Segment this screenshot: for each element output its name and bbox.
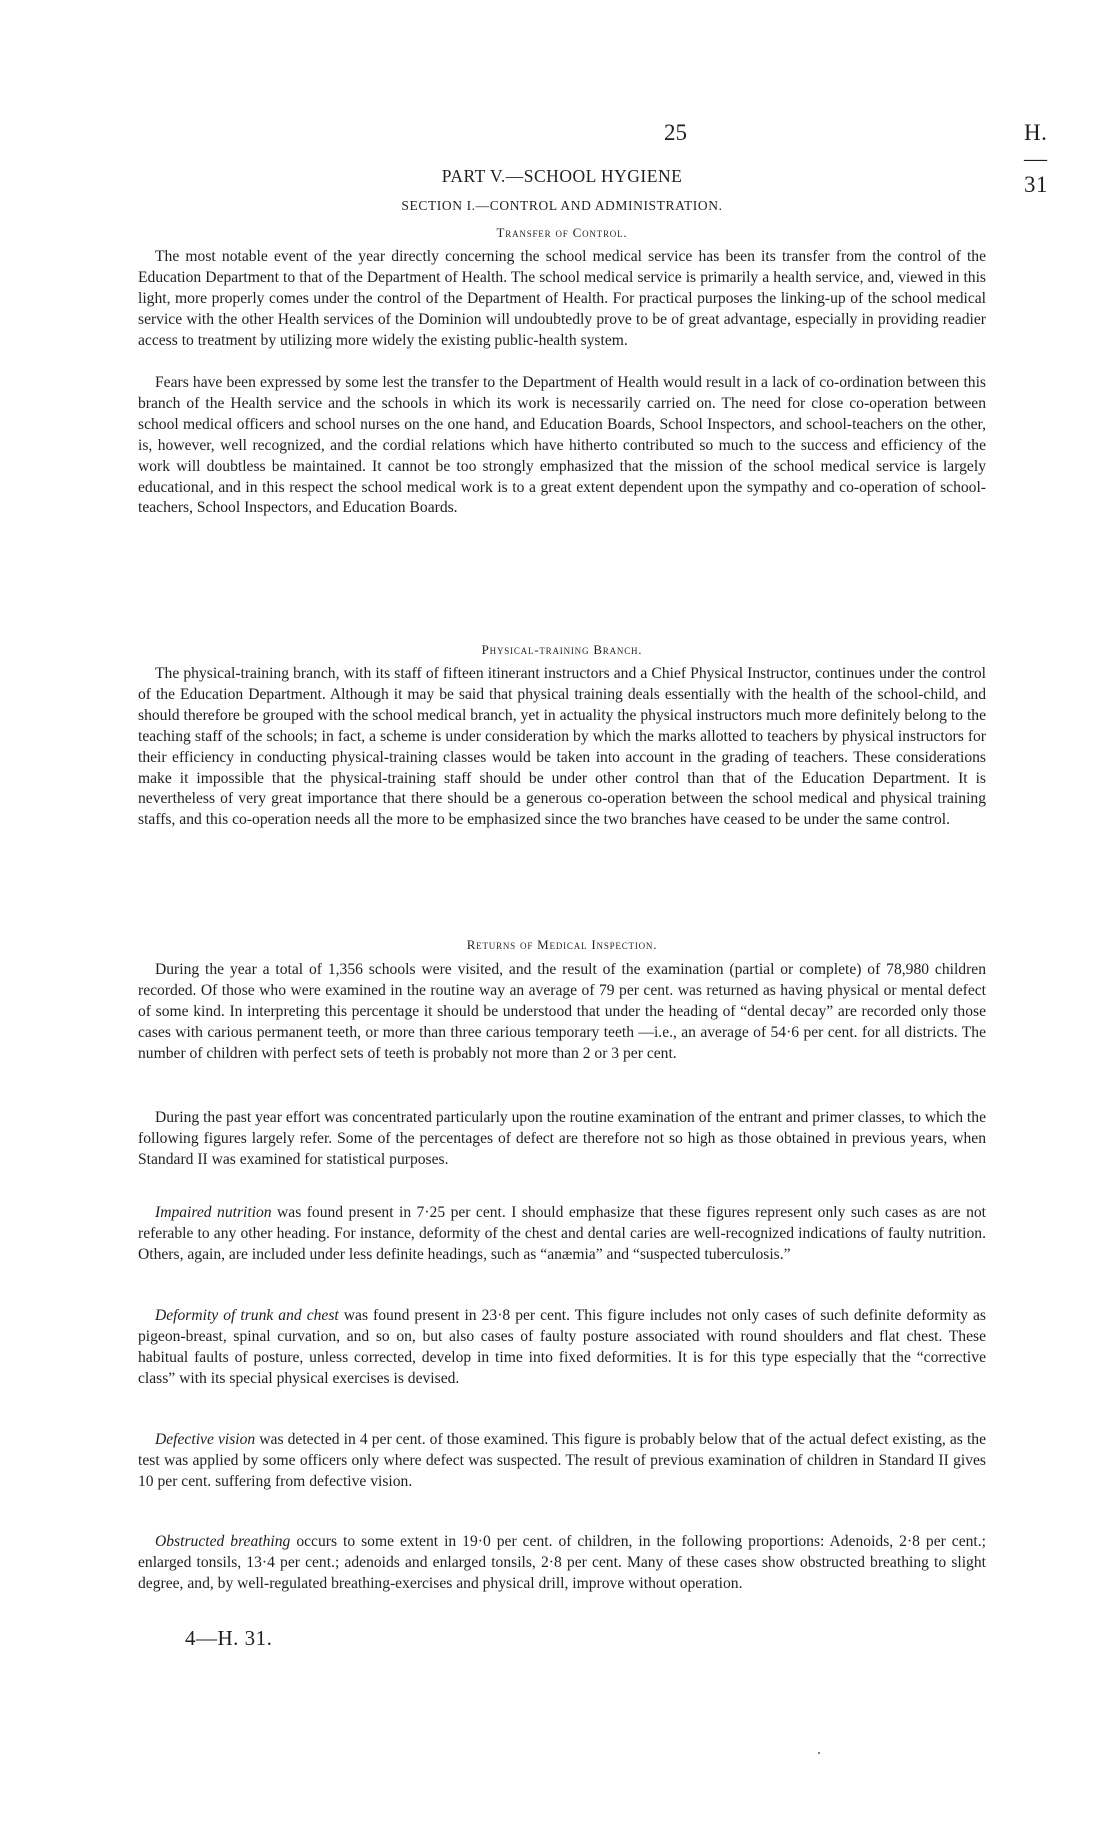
paragraph-impaired-nutrition: Impaired nutrition was found present in 7·25 per cent. I should emphasize that these figures represent only such cases as are not referable to any other heading. For instance, deformity of the chest and dental caries are well-recognized indications of faulty nutrition. Others, again, are included under less definite headings, such as “anæmia” and “suspected tuberculosis.”	[138, 1204, 986, 1263]
paragraph: During the year a total of 1,356 schools were visited, and the result of the examination (partial or complete) of 78,980 children recorded. Of those who were examined in the routine way an average of 79 per cent. was returned as having physical or mental defect of some kind. In interpreting this percentage it should be understood that under the heading of “dental decay” are recorded only those cases with carious permanent teeth, or more than three carious temporary teeth —i.e., an average of 54·6 per cent. for all districts. The number of children with perfect sets of teeth is probably not more than 2 or 3 per cent.	[138, 961, 986, 1062]
term-obstructed-breathing: Obstructed breathing	[155, 1533, 291, 1550]
paragraph: Fears have been expressed by some lest the transfer to the Department of Health would result in a lack of co-ordination between this branch of the Health service and the schools in which its work is necessarily carried on. The need for close co-operation between school medical officers and school nurses on the one hand, and Education Boards, School Inspectors, and school-teachers on the other, is, however, well recognized, and the cordial relations which have hitherto contributed so much to the success and efficiency of the work will doubtless be maintained. It cannot be too strongly emphasized that the mission of the school medical service is largely educational, and in this respect the school medical work is to a great extent dependent upon the sympathy and co-operation of school-teachers, School Inspectors, and Education Boards.	[138, 374, 986, 517]
paragraph-defective-vision: Defective vision was detected in 4 per cent. of those examined. This figure is probably below that of the actual defect existing, as the test was applied by some officers only where defect was suspected. The result of previous examination of children in Standard II gives 10 per cent. suffering from defective vision.	[138, 1431, 986, 1490]
part-title: PART V.—SCHOOL HYGIENE	[441, 166, 683, 186]
section-title: SECTION I.—CONTROL AND ADMINISTRATION.	[401, 198, 723, 213]
paragraph: The physical-training branch, with its staff of fifteen itinerant instructors and a Chief Physical Instructor, continues under the control of the Education Department. Although it may be said that physical training deals essentially with the health of the school-child, and should therefore be grouped with the school medical branch, yet in actuality the physical instructors much more definitely belong to the teaching staff of the schools; in fact, a scheme is under consideration by which the marks allotted to teachers by physical instructors for their efficiency in conducting physical-training classes would be taken into account in the grading of teachers. These considerations make it impossible that the physical-training staff should be under other control than that of the Education Department. It is nevertheless of very great importance that there should be a generous co-operation between the school medical and physical training staffs, and this co-operation needs all the more to be emphasized since the two branches have ceased to be under the same control.	[138, 665, 986, 829]
term-impaired-nutrition: Impaired nutrition	[155, 1204, 272, 1221]
page-number: 25	[664, 120, 687, 145]
subheading-returns-of-medical-inspection: Returns of Medical Inspection.	[466, 937, 658, 952]
subheading-physical-training-branch: Physical-training Branch.	[481, 642, 643, 657]
term-defective-vision: Defective vision	[155, 1431, 256, 1448]
signature-mark: 4—H. 31.	[185, 1626, 273, 1650]
document-reference: H.—31	[1024, 120, 1048, 197]
subheading-transfer-of-control: Transfer of Control.	[496, 225, 628, 240]
term-deformity: Deformity of trunk and chest	[155, 1307, 339, 1324]
paragraph: During the past year effort was concentrated particularly upon the routine examination of the entrant and primer classes, to which the following figures largely refer. Some of the percentages of defect are therefore not so high as those obtained in previous years, when Standard II was examined for statistical purposes.	[138, 1109, 986, 1168]
paragraph-obstructed-breathing: Obstructed breathing occurs to some extent in 19·0 per cent. of children, in the following proportions: Adenoids, 2·8 per cent.; enlarged tonsils, 13·4 per cent.; adenoids and enlarged tonsils, 2·8 per cent. Many of these cases show obstructed breathing to slight degree, and, by well-regulated breathing-exercises and physical drill, improve without operation.	[138, 1533, 986, 1592]
paragraph: The most notable event of the year directly concerning the school medical service has been its transfer from the control of the Education Department to that of the Department of Health. The school medical service is primarily a health service, and, viewed in this light, more properly comes under the control of the Department of Health. For practical purposes the linking-up of the school medical service with the other Health services of the Dominion will undoubtedly prove to be of great advantage, especially in providing readier access to treatment by utilizing more widely the existing public-health system.	[138, 248, 986, 349]
paragraph-deformity: Deformity of trunk and chest was found present in 23·8 per cent. This figure includes not only cases of such definite deformity as pigeon-breast, spinal curvation, and so on, but also cases of faulty posture associated with round shoulders and flat chest. These habitual faults of posture, unless corrected, develop in time into fixed deformities. It is for this type especially that the “corrective class” with its special physical exercises is devised.	[138, 1307, 986, 1387]
speck	[818, 1752, 820, 1754]
